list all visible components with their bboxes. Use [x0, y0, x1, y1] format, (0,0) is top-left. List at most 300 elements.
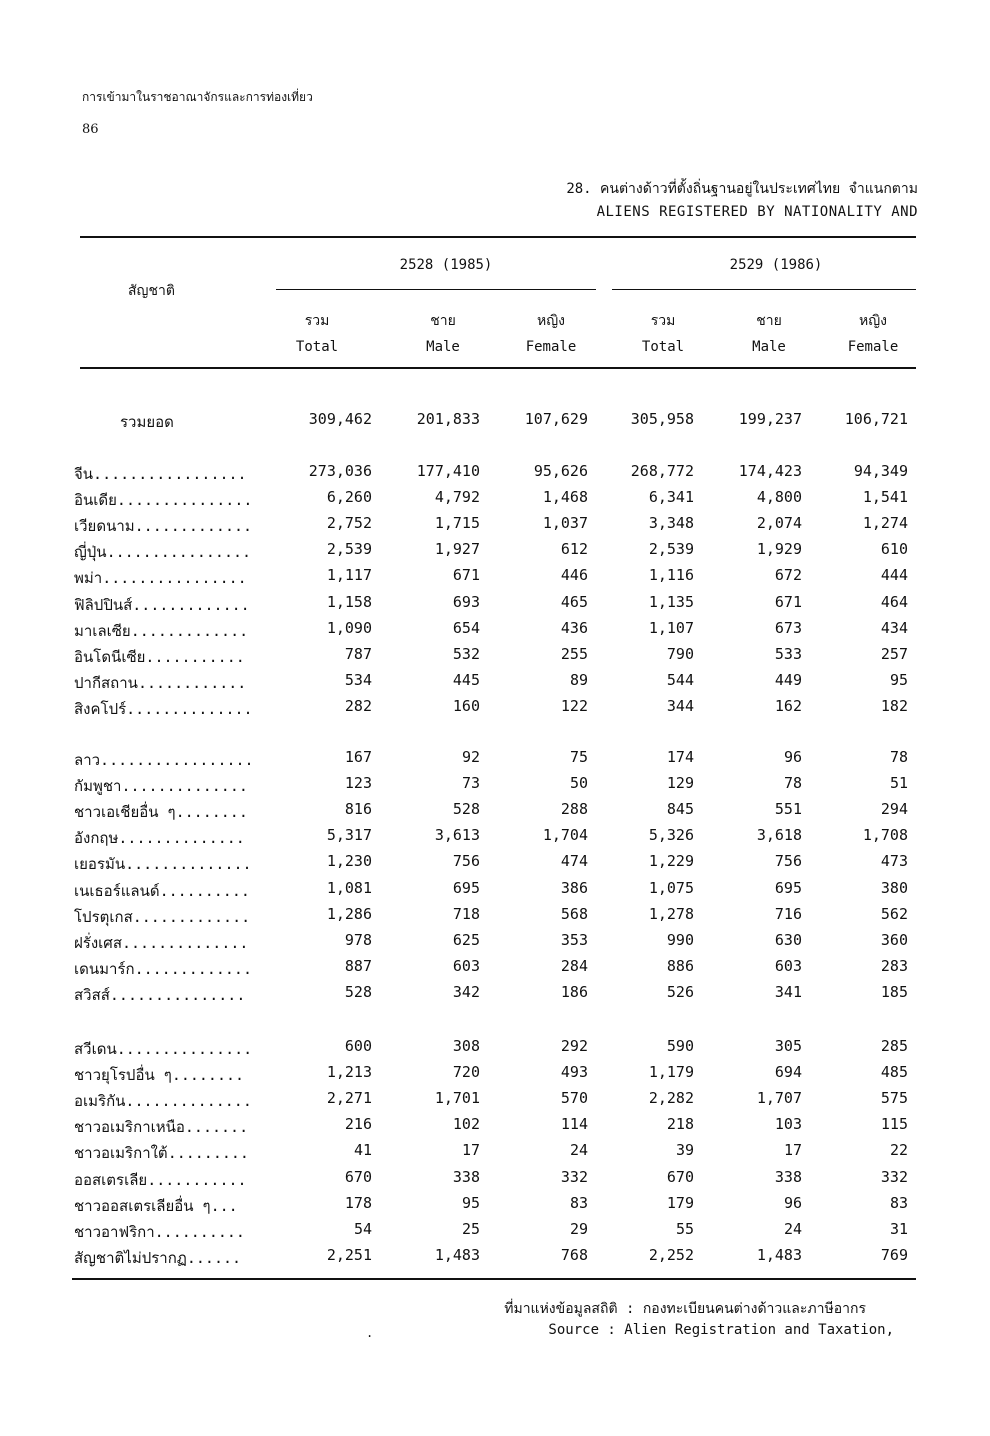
row-label [74, 514, 252, 538]
cell: 22 [889, 1141, 908, 1160]
cell: 4,792 [434, 488, 480, 507]
cell: 201,833 [416, 410, 480, 428]
row-label [74, 957, 252, 981]
nationality-name: ชาวอเมริกาใต้ [74, 1144, 168, 1163]
table-row [0, 1220, 990, 1244]
table-title-thai: 28. คนต่างด้าวที่ตั้งถิ่นฐานอยู่ในประเทศไทย จำแนกตาม [566, 181, 918, 197]
leader-dots: .............. [126, 699, 253, 718]
cell: 5,326 [648, 826, 694, 845]
cell: 129 [666, 774, 694, 793]
cell: 182 [880, 696, 908, 715]
table-row [0, 983, 990, 1007]
table-row [0, 462, 990, 486]
cell: 273,036 [308, 462, 372, 480]
row-label [74, 826, 245, 850]
leader-dots: .............. [125, 855, 252, 874]
column-header-thai: รวม [304, 313, 330, 329]
cell: 332 [880, 1167, 908, 1186]
row-label [74, 1037, 252, 1061]
cell: 671 [774, 592, 802, 611]
cell: 474 [560, 852, 588, 871]
cell: 54 [353, 1219, 372, 1238]
cell: 694 [774, 1063, 802, 1082]
column-header-english: Female [525, 339, 577, 355]
cell: 3,613 [434, 826, 480, 845]
cell: 551 [774, 800, 802, 819]
leader-dots: ................ [102, 569, 247, 588]
source-note-english: Source : Alien Registration and Taxation, [548, 1322, 894, 1338]
cell: 167 [344, 748, 372, 766]
cell: 654 [452, 618, 480, 637]
cell: 3,348 [648, 514, 694, 533]
cell: 55 [675, 1219, 694, 1238]
cell: 978 [344, 930, 372, 949]
table-row [0, 1168, 990, 1192]
cell: 39 [675, 1141, 694, 1160]
cell: 485 [880, 1063, 908, 1082]
source-note-thai: ที่มาแห่งข้อมูลสถิติ : กองทะเบียนคนต่างด้าวและภาษีอากร [504, 1301, 866, 1317]
cell: 5,317 [326, 826, 372, 845]
cell: 160 [452, 696, 480, 715]
leader-dots: .......... [154, 1222, 245, 1241]
cell: 78 [889, 748, 908, 766]
nationality-name: เยอรมัน [74, 855, 126, 874]
cell: 436 [560, 618, 588, 637]
cell: 528 [452, 800, 480, 819]
cell: 465 [560, 592, 588, 611]
column-header-english: Total [641, 339, 685, 355]
nationality-name: ฟิลิปปินส์ [74, 595, 133, 614]
cell: 185 [880, 982, 908, 1001]
table-row [0, 800, 990, 824]
cell: 693 [452, 592, 480, 611]
cell: 216 [344, 1115, 372, 1134]
cell: 338 [452, 1167, 480, 1186]
cell: 24 [569, 1141, 588, 1160]
cell: 445 [452, 670, 480, 689]
cell: 1,927 [434, 540, 480, 559]
row-label [74, 671, 246, 695]
cell: 255 [560, 644, 588, 663]
cell: 526 [666, 982, 694, 1001]
table-row [0, 593, 990, 617]
cell: 2,271 [326, 1089, 372, 1108]
cell: 544 [666, 670, 694, 689]
table-row [0, 540, 990, 564]
leader-dots: ............. [134, 517, 253, 536]
cell: 886 [666, 956, 694, 975]
cell: 673 [774, 618, 802, 637]
cell: 603 [452, 956, 480, 975]
nationality-name: เดนมาร์ก [74, 959, 135, 978]
row-label [74, 1063, 244, 1087]
cell: 1,213 [326, 1063, 372, 1082]
cell: 464 [880, 592, 908, 611]
cell: 670 [666, 1167, 694, 1186]
column-header-thai: รวม [650, 313, 676, 329]
row-label [74, 852, 252, 876]
row-label [74, 1220, 245, 1244]
cell: 1,116 [648, 566, 694, 585]
cell: 1,230 [326, 852, 372, 871]
nationality-name: ปากีสถาน [74, 673, 138, 692]
cell: 671 [452, 566, 480, 585]
cell: 1,483 [756, 1245, 802, 1264]
cell: 2,752 [326, 514, 372, 533]
row-label [74, 1168, 247, 1192]
leader-dots: ............... [116, 491, 253, 510]
cell: 17 [461, 1141, 480, 1160]
cell: 4,800 [756, 488, 802, 507]
cell: 1,701 [434, 1089, 480, 1108]
table-row [0, 774, 990, 798]
row-label [74, 1246, 241, 1270]
leader-dots: ............. [130, 621, 249, 640]
table-row [0, 1063, 990, 1087]
cell: 532 [452, 644, 480, 663]
cell: 174,423 [738, 462, 802, 480]
cell: 1,179 [648, 1063, 694, 1082]
leader-dots: .......... [159, 881, 250, 900]
cell: 386 [560, 878, 588, 897]
leader-dots: ........ [171, 1066, 245, 1085]
cell: 1,090 [326, 618, 372, 637]
row-label [74, 488, 252, 512]
table-row [0, 905, 990, 929]
nationality-name: กัมพูชา [74, 777, 122, 796]
cell: 177,410 [416, 462, 480, 480]
cell: 31 [889, 1219, 908, 1238]
column-header-total-1985 [262, 308, 372, 360]
cell: 2,251 [326, 1245, 372, 1264]
cell: 612 [560, 540, 588, 559]
cell: 533 [774, 644, 802, 663]
cell: 2,282 [648, 1089, 694, 1108]
cell: 630 [774, 930, 802, 949]
cell: 174 [666, 748, 694, 766]
nationality-name: อเมริกัน [74, 1092, 126, 1111]
cell: 268,772 [630, 462, 694, 480]
cell: 990 [666, 930, 694, 949]
cell: 1,541 [862, 488, 908, 507]
nationality-name: ชาวอเมริกาเหนือ [74, 1118, 185, 1137]
cell: 434 [880, 618, 908, 637]
column-header-english: Male [752, 339, 786, 355]
row-label [74, 748, 254, 772]
cell: 73 [461, 774, 480, 793]
leader-dots: .............. [121, 933, 249, 952]
cell: 449 [774, 670, 802, 689]
table-row [0, 1194, 990, 1218]
row-label [74, 905, 250, 929]
top-rule [80, 236, 916, 238]
nationality-name: พม่า [74, 569, 103, 588]
cell: 308 [452, 1037, 480, 1055]
cell: 283 [880, 956, 908, 975]
table-row [0, 566, 990, 590]
table-row [0, 671, 990, 695]
table-row [0, 957, 990, 981]
leader-dots: ............ [137, 673, 247, 692]
cell: 106,721 [844, 410, 908, 428]
cell: 787 [344, 644, 372, 663]
cell: 2,539 [326, 540, 372, 559]
header-rule [80, 367, 916, 369]
cell: 625 [452, 930, 480, 949]
row-label [74, 1194, 238, 1218]
total-row [0, 410, 990, 434]
page-number: 86 [82, 122, 99, 137]
leader-dots: ....... [184, 1118, 249, 1137]
cell: 115 [880, 1115, 908, 1134]
cell: 83 [569, 1193, 588, 1212]
cell: 284 [560, 956, 588, 975]
cell: 353 [560, 930, 588, 949]
cell: 51 [889, 774, 908, 793]
cell: 199,237 [738, 410, 802, 428]
nationality-name: ลาว [74, 751, 101, 769]
cell: 95,626 [533, 462, 588, 480]
cell: 285 [880, 1037, 908, 1055]
cell: 114 [560, 1115, 588, 1134]
cell: 2,252 [648, 1245, 694, 1264]
cell: 17 [783, 1141, 802, 1160]
cell: 218 [666, 1115, 694, 1134]
cell: 29 [569, 1219, 588, 1238]
row-label [74, 645, 245, 669]
cell: 473 [880, 852, 908, 871]
table-row [0, 619, 990, 643]
leader-dots: ............... [109, 985, 246, 1004]
column-header-total-1986 [608, 308, 718, 360]
cell: 24 [783, 1219, 802, 1238]
cell: 768 [560, 1245, 588, 1264]
row-label [74, 540, 251, 564]
row-label [74, 1141, 249, 1165]
leader-dots: ............... [116, 1040, 253, 1058]
cell: 309,462 [308, 410, 372, 428]
cell: 695 [774, 878, 802, 897]
cell: 1,707 [756, 1089, 802, 1108]
cell: 1,117 [326, 566, 372, 585]
cell: 342 [452, 982, 480, 1001]
cell: 1,037 [542, 514, 588, 533]
row-label [74, 593, 250, 617]
cell: 78 [783, 774, 802, 793]
table-row [0, 488, 990, 512]
cell: 25 [461, 1219, 480, 1238]
cell: 610 [880, 540, 908, 559]
nationality-name: จีน [74, 465, 94, 483]
cell: 95 [461, 1193, 480, 1212]
cell: 600 [344, 1037, 372, 1055]
cell: 257 [880, 644, 908, 663]
cell: 2,074 [756, 514, 802, 533]
cell: 534 [344, 670, 372, 689]
leader-dots: ............. [132, 595, 250, 614]
cell: 292 [560, 1037, 588, 1055]
cell: 1,158 [326, 592, 372, 611]
leader-dots: .............. [125, 1092, 252, 1111]
nationality-name: มาเลเซีย [74, 621, 131, 640]
nationality-name: อังกฤษ [74, 829, 119, 848]
row-label [74, 619, 248, 643]
row-label [74, 1089, 252, 1113]
running-head: การเข้ามาในราชอาณาจักรและการท่องเที่ยว [82, 90, 313, 104]
cell: 123 [344, 774, 372, 793]
cell: 83 [889, 1193, 908, 1212]
group-rule-1985 [276, 289, 596, 290]
cell: 103 [774, 1115, 802, 1134]
cell: 89 [569, 670, 588, 689]
cell: 162 [774, 696, 802, 715]
stray-mark: . [366, 1326, 374, 1340]
cell: 756 [452, 852, 480, 871]
cell: 305 [774, 1037, 802, 1055]
cell: 570 [560, 1089, 588, 1108]
table-row [0, 1089, 990, 1113]
leader-dots: .............. [118, 829, 245, 848]
nationality-name: อินโดนีเซีย [74, 647, 146, 666]
row-label [74, 983, 245, 1007]
table-row [0, 826, 990, 850]
cell: 1,229 [648, 852, 694, 871]
nationality-name: สวีเดน [74, 1040, 117, 1058]
column-header-female-1985 [496, 308, 606, 360]
row-label [74, 931, 248, 955]
group-rule-1986 [612, 289, 916, 290]
cell: 2,539 [648, 540, 694, 559]
nationality-name: โปรตุเกส [74, 907, 133, 926]
stub-header: สัญชาติ [128, 283, 175, 299]
cell: 1,081 [326, 878, 372, 897]
cell: 1,075 [648, 878, 694, 897]
table-row [0, 879, 990, 903]
leader-dots: ................. [100, 751, 254, 769]
column-header-english: Female [847, 339, 899, 355]
cell: 332 [560, 1167, 588, 1186]
table-row [0, 697, 990, 721]
leader-dots: ............. [132, 907, 251, 926]
nationality-name: สวิสส์ [74, 985, 110, 1004]
table-row [0, 1246, 990, 1270]
cell: 305,958 [630, 410, 694, 428]
table-row [0, 852, 990, 876]
row-label [74, 697, 253, 721]
row-label: รวมยอด [120, 413, 174, 431]
row-label [74, 1115, 248, 1139]
cell: 568 [560, 904, 588, 923]
leader-dots: ........... [147, 1170, 247, 1189]
column-header-male-1986 [714, 308, 824, 360]
cell: 718 [452, 904, 480, 923]
table-row [0, 645, 990, 669]
nationality-name: ชาวออสเตรเลียอื่น ๆ [74, 1196, 211, 1215]
cell: 360 [880, 930, 908, 949]
table-row [0, 1141, 990, 1165]
column-header-female-1986 [818, 308, 928, 360]
cell: 338 [774, 1167, 802, 1186]
row-label [74, 462, 247, 486]
group-header-1985: 2528 (1985) [399, 257, 493, 273]
leader-dots: ............. [134, 959, 252, 978]
cell: 1,135 [648, 592, 694, 611]
cell: 96 [783, 748, 802, 766]
cell: 344 [666, 696, 694, 715]
cell: 1,483 [434, 1245, 480, 1264]
row-label [74, 800, 248, 824]
cell: 1,278 [648, 904, 694, 923]
cell: 282 [344, 696, 372, 715]
row-label [74, 566, 247, 590]
cell: 75 [569, 748, 588, 766]
cell: 1,708 [862, 826, 908, 845]
cell: 294 [880, 800, 908, 819]
column-header-english: Male [426, 339, 460, 355]
leader-dots: ... [210, 1196, 238, 1215]
nationality-name: สิงคโปร์ [74, 699, 127, 718]
table-row [0, 748, 990, 772]
cell: 94,349 [853, 462, 908, 480]
column-header-male-1985 [388, 308, 498, 360]
cell: 1,286 [326, 904, 372, 923]
leader-dots: ........ [175, 803, 248, 822]
nationality-name: ญี่ปุ่น [74, 543, 107, 562]
cell: 1,929 [756, 540, 802, 559]
cell: 92 [461, 748, 480, 766]
cell: 1,704 [542, 826, 588, 845]
cell: 446 [560, 566, 588, 585]
cell: 720 [452, 1063, 480, 1082]
cell: 575 [880, 1089, 908, 1108]
cell: 1,107 [648, 618, 694, 637]
cell: 695 [452, 878, 480, 897]
cell: 380 [880, 878, 908, 897]
cell: 562 [880, 904, 908, 923]
cell: 288 [560, 800, 588, 819]
cell: 102 [452, 1115, 480, 1134]
cell: 816 [344, 800, 372, 819]
cell: 1,274 [862, 514, 908, 533]
cell: 528 [344, 982, 372, 1001]
column-header-thai: ชาย [430, 313, 456, 329]
cell: 444 [880, 566, 908, 585]
cell: 41 [353, 1141, 372, 1160]
cell: 186 [560, 982, 588, 1001]
nationality-name: สัญชาติไม่ปรากฏ [74, 1248, 187, 1267]
cell: 603 [774, 956, 802, 975]
cell: 3,618 [756, 826, 802, 845]
table-row [0, 1115, 990, 1139]
cell: 769 [880, 1245, 908, 1264]
cell: 1,715 [434, 514, 480, 533]
cell: 95 [889, 670, 908, 689]
table-row [0, 514, 990, 538]
cell: 790 [666, 644, 694, 663]
cell: 845 [666, 800, 694, 819]
table-row [0, 931, 990, 955]
nationality-name: ฝรั่งเศส [74, 933, 122, 952]
group-header-1986: 2529 (1986) [729, 257, 823, 273]
leader-dots: .............. [121, 777, 248, 796]
nationality-name: อินเดีย [74, 491, 117, 510]
cell: 716 [774, 904, 802, 923]
cell: 178 [344, 1193, 372, 1212]
column-header-thai: หญิง [859, 313, 887, 329]
cell: 6,341 [648, 488, 694, 507]
leader-dots: ........... [145, 647, 245, 666]
nationality-name: ชาวยุโรปอื่น ๆ [74, 1066, 172, 1085]
